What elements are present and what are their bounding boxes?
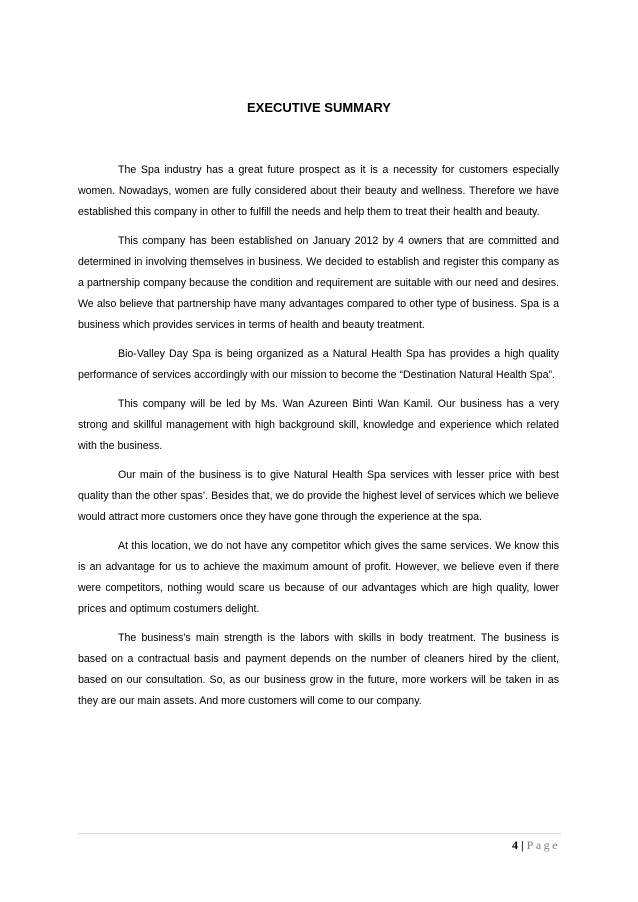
footer-divider: [78, 833, 561, 834]
paragraph: This company will be led by Ms. Wan Azureen Binti Wan Kamil. Our business has a very strong and skillful management with high background skill, knowledge and experience which related with the business.: [78, 398, 559, 452]
page-number: 4: [512, 838, 519, 852]
page-title: EXECUTIVE SUMMARY: [247, 100, 391, 115]
paragraph: The business’s main strength is the labors with skills in body treatment. The business is based on a contractual basis and payment depends on the number of cleaners hired by the client, based on our consultation. So, as our business grow in the future, more workers will be taken in as they are our main assets. And more customers will come to our company.: [78, 632, 559, 707]
paragraph: Bio-Valley Day Spa is being organized as a Natural Health Spa has provides a high quality performance of services accordingly with our mission to become the “Destination Natural Health Spa”.: [78, 348, 559, 381]
paragraph: This company has been established on January 2012 by 4 owners that are committed and determined in involving themselves in business. We decided to establish and register this company as a partnership company because the condition and requirement are suitable with our need and desires. We also believe that partnership have many advantages compared to other type of business. Spa is a business which provides services in terms of health and beauty treatment.: [78, 235, 559, 331]
paragraph: At this location, we do not have any competitor which gives the same services. We know this is an advantage for us to achieve the maximum amount of profit. However, we believe even if there were competitors, nothing would scare us because of our advantages which are high quality, lower prices and optimum costumers delight.: [78, 540, 559, 615]
body-text: [78, 160, 559, 720]
paragraph: The Spa industry has a great future prospect as it is a necessity for customers especially women. Nowadays, women are fully considered about their beauty and wellness. Therefore we have established this company in other to fulfill the needs and help them to treat their health and beauty.: [78, 164, 559, 218]
paragraph: Our main of the business is to give Natural Health Spa services with lesser price with best quality than the other spas’. Besides that, we do provide the highest level of services which we believe would attract more customers once they have gone through the experience at the spa.: [78, 469, 559, 523]
page-label: Page: [526, 838, 560, 852]
footer-separator: |: [521, 838, 524, 852]
page-footer: [512, 838, 560, 853]
